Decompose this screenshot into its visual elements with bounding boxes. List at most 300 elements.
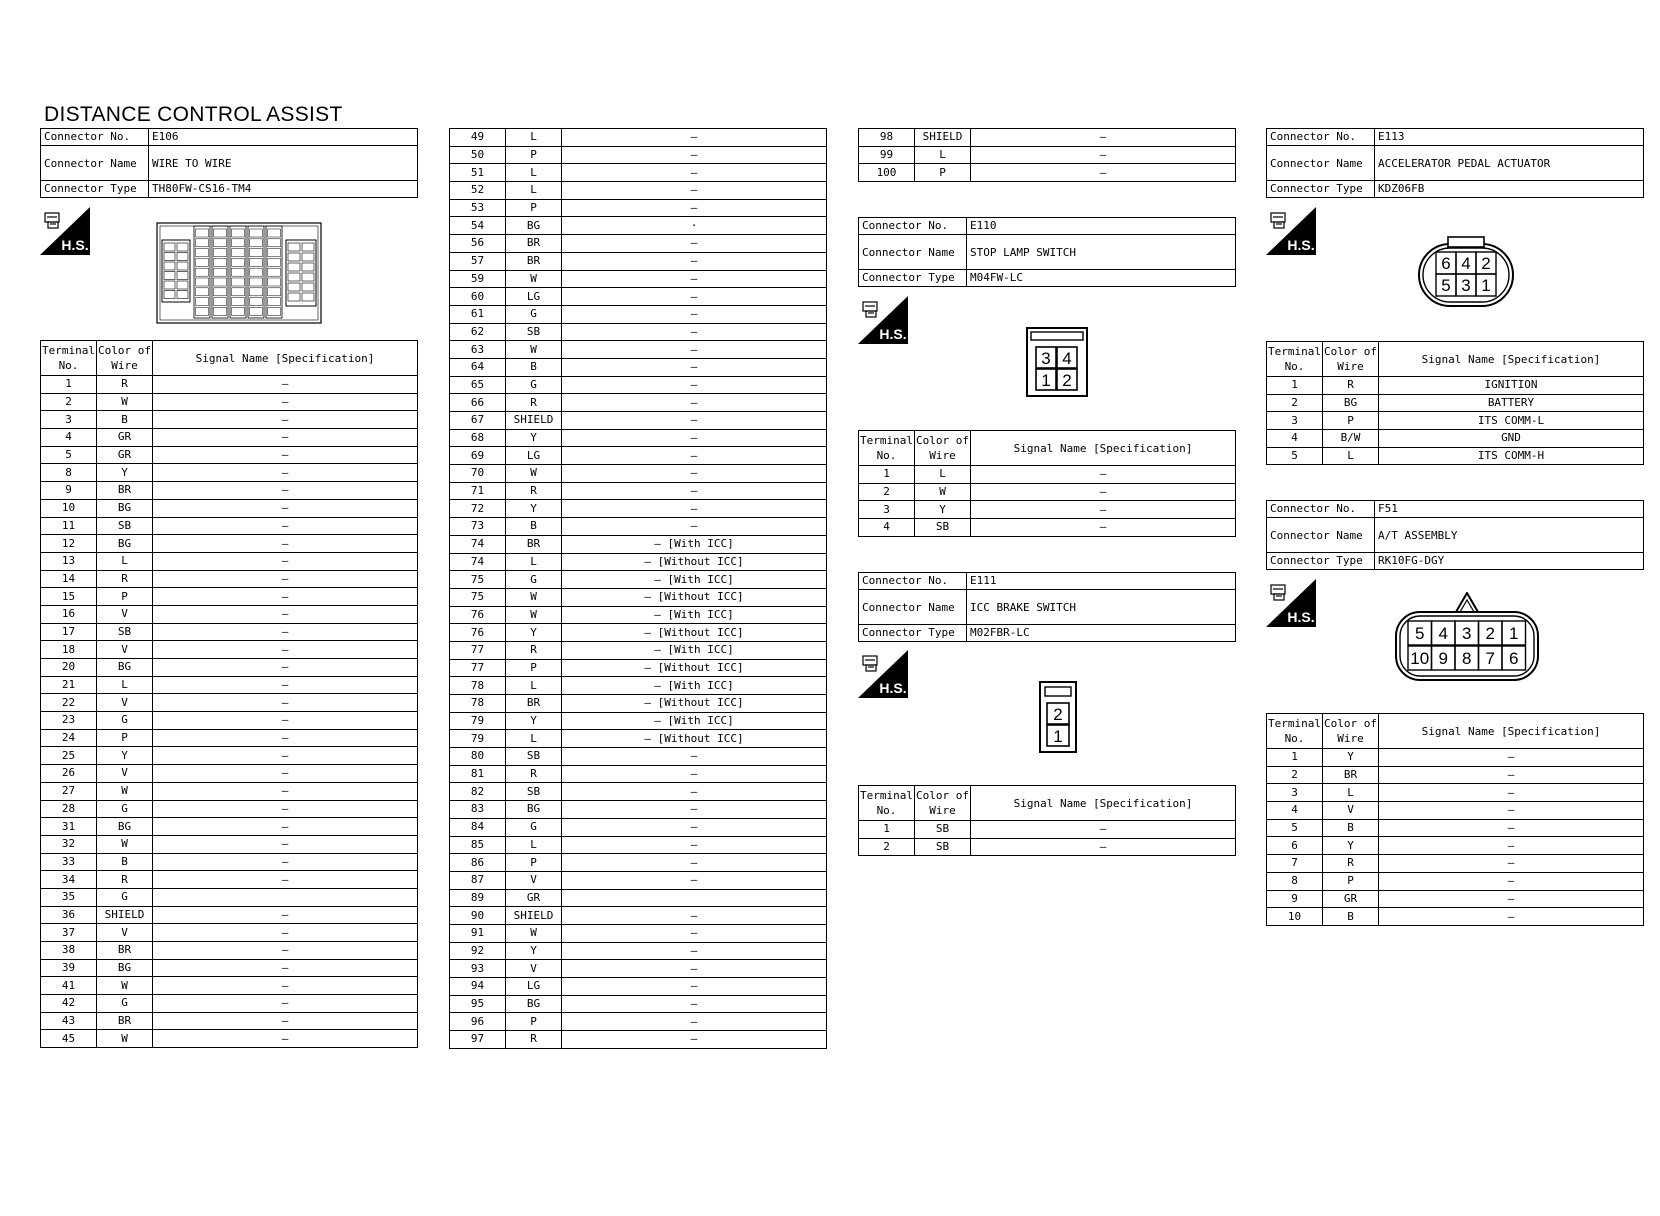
terminal-table-e111 (858, 785, 1236, 856)
wire-color: GR (97, 446, 153, 464)
wire-color: L (506, 730, 562, 748)
connector-number-value: E106 (149, 129, 418, 146)
signal-name: – (562, 447, 827, 465)
terminal-no: 76 (450, 606, 506, 624)
page-title: DISTANCE CONTROL ASSIST (44, 103, 343, 126)
wire-color: BG (97, 659, 153, 677)
table-row (1267, 855, 1644, 873)
table-row (41, 482, 418, 500)
svg-text:1: 1 (1508, 624, 1519, 643)
signal-name: – (971, 466, 1236, 484)
terminal-no: 97 (450, 1031, 506, 1049)
signal-name: – (153, 641, 418, 659)
table-row (41, 747, 418, 765)
wire-color: L (97, 552, 153, 570)
terminal-no: 8 (41, 464, 97, 482)
svg-text:H.S.: H.S. (879, 680, 907, 696)
color-of-wire-header: Color of Wire (97, 341, 153, 376)
wire-color: BR (97, 942, 153, 960)
table-row (450, 199, 827, 217)
terminal-no: 18 (41, 641, 97, 659)
wire-color: BG (506, 995, 562, 1013)
harness-side-icon (40, 207, 90, 255)
connector-type-label: Connector Type (1267, 181, 1375, 198)
signal-name: – (562, 252, 827, 270)
terminal-no: 16 (41, 605, 97, 623)
table-row (859, 129, 1236, 147)
signal-name: ITS COMM-L (1379, 412, 1644, 430)
table-row (1267, 430, 1644, 448)
terminal-no: 39 (41, 959, 97, 977)
table-row (1267, 802, 1644, 820)
svg-text:5: 5 (1441, 276, 1451, 295)
wire-color: SB (915, 519, 971, 537)
terminal-no: 1 (41, 376, 97, 394)
table-row (450, 641, 827, 659)
signal-name: – (1379, 766, 1644, 784)
wire-color: L (1323, 784, 1379, 802)
terminal-no: 81 (450, 765, 506, 783)
terminal-no: 78 (450, 695, 506, 713)
table-row (1267, 377, 1644, 395)
signal-name: – (562, 129, 827, 147)
signal-name-header: Signal Name [Specification] (971, 431, 1236, 466)
signal-name: – (153, 623, 418, 641)
svg-text:2: 2 (1481, 254, 1491, 273)
connector-name-label: Connector Name (41, 146, 149, 181)
wire-color: L (506, 836, 562, 854)
wire-color: G (506, 571, 562, 589)
wire-color: P (1323, 872, 1379, 890)
wire-color: SB (97, 623, 153, 641)
terminal-no: 35 (41, 888, 97, 906)
wire-color: G (97, 995, 153, 1013)
terminal-no: 91 (450, 924, 506, 942)
terminal-no: 2 (859, 483, 915, 501)
table-row (1267, 837, 1644, 855)
signal-name: – (153, 765, 418, 783)
wire-color: W (506, 465, 562, 483)
wire-color: V (97, 924, 153, 942)
table-row (859, 483, 1236, 501)
signal-name-header: Signal Name [Specification] (153, 341, 418, 376)
terminal-no: 42 (41, 995, 97, 1013)
terminal-no: 1 (859, 466, 915, 484)
signal-name: – (153, 818, 418, 836)
wire-color: B (97, 411, 153, 429)
wire-color: V (97, 641, 153, 659)
signal-name: – (562, 465, 827, 483)
terminal-no: 75 (450, 571, 506, 589)
table-row (450, 447, 827, 465)
svg-text:3: 3 (1461, 624, 1472, 643)
terminal-no: 23 (41, 712, 97, 730)
connector-diagram-e106 (156, 222, 322, 328)
signal-name: – (562, 199, 827, 217)
table-row (450, 854, 827, 872)
terminal-no-header: Terminal No. (41, 341, 97, 376)
wire-color: W (97, 782, 153, 800)
table-row (450, 783, 827, 801)
signal-name: – (562, 978, 827, 996)
signal-name: – (562, 995, 827, 1013)
terminal-no: 51 (450, 164, 506, 182)
connector-name-value: STOP LAMP SWITCH (967, 235, 1236, 270)
table-row (41, 712, 418, 730)
signal-name: – (153, 959, 418, 977)
table-row (41, 676, 418, 694)
terminal-no: 63 (450, 341, 506, 359)
terminal-table-e106c (858, 128, 1236, 182)
terminal-no: 10 (41, 499, 97, 517)
harness-side-icon (1266, 579, 1316, 627)
signal-name: – (971, 483, 1236, 501)
table-row (41, 411, 418, 429)
signal-name: – (562, 871, 827, 889)
wire-color: P (97, 729, 153, 747)
wire-color: BR (506, 535, 562, 553)
connector-name-value: ICC BRAKE SWITCH (967, 590, 1236, 625)
terminal-no: 10 (1267, 908, 1323, 926)
wire-color: SB (97, 517, 153, 535)
table-row (41, 1012, 418, 1030)
terminal-no: 22 (41, 694, 97, 712)
table-row (450, 305, 827, 323)
terminal-no: 4 (859, 519, 915, 537)
wire-color: BG (506, 801, 562, 819)
signal-name: – (562, 182, 827, 200)
signal-name: IGNITION (1379, 377, 1644, 395)
terminal-no: 62 (450, 323, 506, 341)
wire-color: W (506, 588, 562, 606)
table-row (1267, 447, 1644, 465)
table-row (1267, 890, 1644, 908)
table-row (450, 995, 827, 1013)
signal-name: – (1379, 890, 1644, 908)
svg-text:6: 6 (1508, 649, 1519, 668)
terminal-no: 20 (41, 659, 97, 677)
terminal-no: 64 (450, 358, 506, 376)
terminal-no: 9 (41, 482, 97, 500)
terminal-no: 68 (450, 429, 506, 447)
signal-name: – (562, 1013, 827, 1031)
signal-name: – (562, 765, 827, 783)
terminal-no: 28 (41, 800, 97, 818)
table-row (41, 888, 418, 906)
terminal-no: 70 (450, 465, 506, 483)
signal-name: – (562, 818, 827, 836)
signal-name: – (562, 358, 827, 376)
wire-color: Y (915, 501, 971, 519)
wire-color: SHIELD (915, 129, 971, 147)
terminal-no: 67 (450, 412, 506, 430)
table-row (41, 853, 418, 871)
signal-name: · (562, 217, 827, 235)
svg-text:10: 10 (1410, 649, 1430, 668)
terminal-no: 38 (41, 942, 97, 960)
wire-color: R (506, 482, 562, 500)
connector-name-label: Connector Name (1267, 146, 1375, 181)
signal-name: – (562, 924, 827, 942)
signal-name: – [With ICC] (562, 641, 827, 659)
signal-name: – (562, 942, 827, 960)
terminal-no: 4 (41, 429, 97, 447)
wire-color: LG (506, 447, 562, 465)
signal-name: – (562, 394, 827, 412)
table-row (450, 182, 827, 200)
terminal-no: 6 (1267, 837, 1323, 855)
svg-text:6: 6 (1441, 254, 1451, 273)
table-row (450, 889, 827, 907)
wire-color: L (506, 164, 562, 182)
signal-name: BATTERY (1379, 394, 1644, 412)
wire-color: R (97, 570, 153, 588)
terminal-no: 65 (450, 376, 506, 394)
signal-name: – [With ICC] (562, 677, 827, 695)
connector-diagram-f51 (1394, 592, 1540, 688)
signal-name: – (153, 977, 418, 995)
table-row (450, 482, 827, 500)
table-row (41, 659, 418, 677)
table-row (41, 623, 418, 641)
table-row (450, 942, 827, 960)
terminal-no: 72 (450, 500, 506, 518)
signal-name: – (1379, 908, 1644, 926)
table-row (41, 924, 418, 942)
terminal-no: 86 (450, 854, 506, 872)
wire-color: Y (506, 429, 562, 447)
wire-color: W (506, 924, 562, 942)
signal-name: – (153, 517, 418, 535)
table-row (450, 695, 827, 713)
table-row (1267, 749, 1644, 767)
connector-number-label: Connector No. (859, 218, 967, 235)
wire-color: B/W (1323, 430, 1379, 448)
terminal-no: 74 (450, 535, 506, 553)
terminal-no: 5 (1267, 819, 1323, 837)
signal-name: – (1379, 819, 1644, 837)
connector-info-e111 (858, 572, 1236, 642)
terminal-no: 15 (41, 588, 97, 606)
terminal-no: 77 (450, 641, 506, 659)
signal-name: – (562, 288, 827, 306)
wire-color: G (506, 305, 562, 323)
terminal-no: 95 (450, 995, 506, 1013)
wire-color: V (97, 694, 153, 712)
terminal-no: 9 (1267, 890, 1323, 908)
terminal-no: 57 (450, 252, 506, 270)
connector-name-label: Connector Name (859, 235, 967, 270)
connector-name-value: A/T ASSEMBLY (1375, 518, 1644, 553)
wire-color: W (97, 977, 153, 995)
table-row (450, 677, 827, 695)
wire-color: B (506, 358, 562, 376)
table-row (450, 624, 827, 642)
terminal-no: 92 (450, 942, 506, 960)
terminal-no: 43 (41, 1012, 97, 1030)
signal-name: – (153, 446, 418, 464)
svg-text:7: 7 (1485, 649, 1495, 668)
signal-name: – (562, 235, 827, 253)
signal-name: – (153, 570, 418, 588)
signal-name: – (562, 1031, 827, 1049)
color-of-wire-header: Color of Wire (915, 431, 971, 466)
terminal-no: 74 (450, 553, 506, 571)
wire-color: P (506, 1013, 562, 1031)
signal-name: – (153, 942, 418, 960)
table-row (41, 499, 418, 517)
wire-color: R (506, 1031, 562, 1049)
terminal-no: 4 (1267, 430, 1323, 448)
table-row (1267, 412, 1644, 430)
table-row (450, 818, 827, 836)
wire-color: L (506, 129, 562, 147)
connector-type-value: TH80FW-CS16-TM4 (149, 181, 418, 198)
connector-type-label: Connector Type (859, 270, 967, 287)
table-row (859, 821, 1236, 839)
connector-name-value: ACCELERATOR PEDAL ACTUATOR (1375, 146, 1644, 181)
table-row (450, 1013, 827, 1031)
signal-name: – (153, 1012, 418, 1030)
wire-color: P (915, 164, 971, 182)
wire-color: R (1323, 377, 1379, 395)
table-row (41, 871, 418, 889)
svg-text:H.S.: H.S. (1287, 237, 1315, 253)
wire-color: GR (1323, 890, 1379, 908)
connector-diagram-e111 (1039, 681, 1077, 757)
table-row (41, 977, 418, 995)
wire-color: BR (506, 252, 562, 270)
signal-name: – (153, 712, 418, 730)
wire-color: SB (506, 748, 562, 766)
connector-type-label: Connector Type (41, 181, 149, 198)
svg-text:9: 9 (1438, 649, 1448, 668)
table-row (41, 959, 418, 977)
table-row (859, 164, 1236, 182)
wire-color: BG (97, 535, 153, 553)
signal-name: – (153, 605, 418, 623)
wire-color: V (1323, 802, 1379, 820)
wire-color: L (506, 677, 562, 695)
wire-color: G (97, 800, 153, 818)
terminal-no: 82 (450, 783, 506, 801)
terminal-no: 83 (450, 801, 506, 819)
signal-name: – (153, 429, 418, 447)
wire-color: Y (506, 942, 562, 960)
signal-name: – (562, 854, 827, 872)
signal-name-header: Signal Name [Specification] (971, 786, 1236, 821)
signal-name: – (562, 748, 827, 766)
connector-diagram-e113 (1416, 236, 1516, 314)
wire-color: W (506, 606, 562, 624)
signal-name (562, 889, 827, 907)
connector-type-label: Connector Type (1267, 553, 1375, 570)
table-row (41, 552, 418, 570)
wire-color: GR (506, 889, 562, 907)
wire-color: P (506, 199, 562, 217)
signal-name: – (971, 146, 1236, 164)
wire-color: L (97, 676, 153, 694)
wire-color: P (506, 146, 562, 164)
wire-color: G (506, 818, 562, 836)
wire-color: P (97, 588, 153, 606)
terminal-no: 3 (1267, 784, 1323, 802)
signal-name: – (562, 146, 827, 164)
connector-name-value: WIRE TO WIRE (149, 146, 418, 181)
terminal-no: 14 (41, 570, 97, 588)
terminal-no: 49 (450, 129, 506, 147)
table-row (450, 960, 827, 978)
table-row (450, 252, 827, 270)
signal-name: GND (1379, 430, 1644, 448)
table-row (41, 800, 418, 818)
connector-name-label: Connector Name (1267, 518, 1375, 553)
signal-name: – (153, 499, 418, 517)
table-row (450, 712, 827, 730)
signal-name: – (1379, 872, 1644, 890)
table-row (450, 571, 827, 589)
table-row (450, 270, 827, 288)
svg-text:4: 4 (1461, 254, 1471, 273)
signal-name: – (562, 836, 827, 854)
signal-name: – (153, 676, 418, 694)
wire-color: W (506, 341, 562, 359)
table-row (41, 942, 418, 960)
terminal-no: 90 (450, 907, 506, 925)
svg-text:4: 4 (1438, 624, 1448, 643)
terminal-no: 24 (41, 729, 97, 747)
svg-text:5: 5 (1414, 624, 1425, 643)
signal-name: – [Without ICC] (562, 588, 827, 606)
signal-name: – (153, 995, 418, 1013)
terminal-no: 85 (450, 836, 506, 854)
wire-color: Y (506, 624, 562, 642)
color-of-wire-header: Color of Wire (1323, 714, 1379, 749)
terminal-no: 5 (41, 446, 97, 464)
terminal-no: 89 (450, 889, 506, 907)
table-row (450, 129, 827, 147)
table-row (41, 517, 418, 535)
terminal-no: 1 (859, 821, 915, 839)
table-row (450, 164, 827, 182)
signal-name: – [Without ICC] (562, 695, 827, 713)
terminal-no: 52 (450, 182, 506, 200)
terminal-no: 75 (450, 588, 506, 606)
wire-color: BR (97, 482, 153, 500)
signal-name: – (562, 341, 827, 359)
table-row (41, 782, 418, 800)
wire-color: B (1323, 908, 1379, 926)
wire-color: L (506, 182, 562, 200)
color-of-wire-header: Color of Wire (1323, 342, 1379, 377)
terminal-no: 59 (450, 270, 506, 288)
signal-name: – (971, 838, 1236, 856)
terminal-no: 78 (450, 677, 506, 695)
signal-name: – (562, 376, 827, 394)
terminal-no: 69 (450, 447, 506, 465)
color-of-wire-header: Color of Wire (915, 786, 971, 821)
table-row (450, 500, 827, 518)
signal-name: – [Without ICC] (562, 553, 827, 571)
pin-label: 3 (1041, 349, 1051, 368)
connector-info-e113 (1266, 128, 1644, 198)
connector-number-value: F51 (1375, 501, 1644, 518)
wire-color: R (97, 871, 153, 889)
table-row (450, 748, 827, 766)
table-row (859, 146, 1236, 164)
terminal-table-e113 (1266, 341, 1644, 465)
terminal-no: 71 (450, 482, 506, 500)
